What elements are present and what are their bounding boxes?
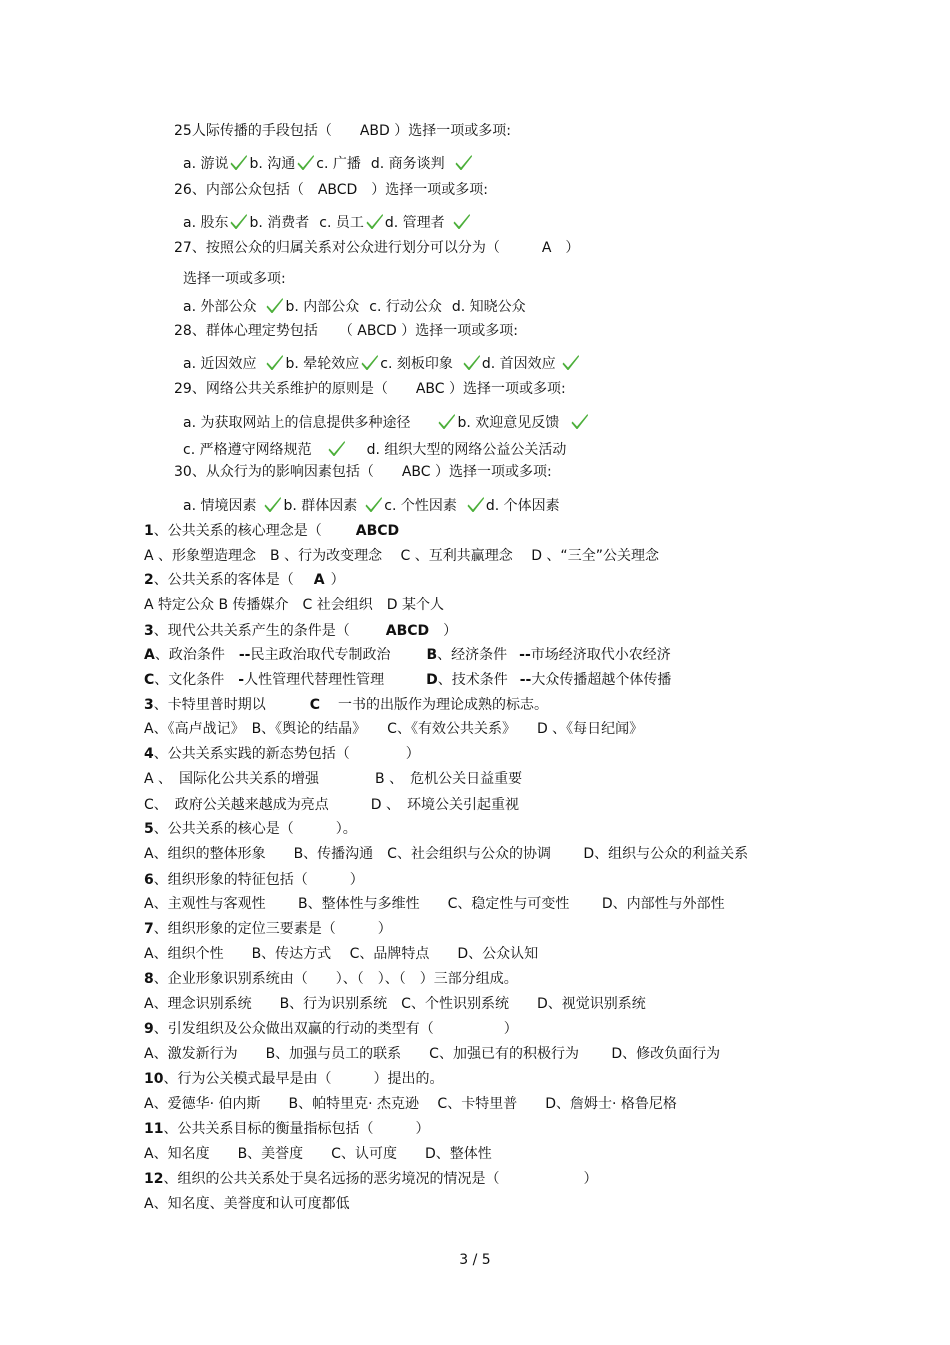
check-icon — [266, 296, 284, 314]
option-d: d. 组织大型的网络公益公关活动 — [366, 442, 567, 458]
question-7: 7、组织形象的定位三要素是（ ） — [144, 921, 392, 937]
options-25 — [183, 153, 474, 173]
options-9: A、激发新行为 B、加强与员工的联系 C、加强已有的积极行为 D、修改负面行为 — [144, 1046, 721, 1062]
options-30 — [183, 495, 560, 515]
option-d: d. 商务谈判 — [370, 156, 445, 172]
options-2: A 特定公众 B 传播媒介 C 社会组织 D 某个人 — [144, 597, 444, 613]
option-d: d. 知晓公众 — [451, 299, 526, 315]
question-6: 6、组织形象的特征包括（ ） — [144, 872, 364, 888]
option-a: a. 近因效应 — [183, 356, 257, 372]
option-c: c. 员工 — [319, 215, 364, 231]
check-icon — [455, 153, 473, 171]
question-12: 12、组织的公共关系处于臭名远扬的恶劣境况的情况是（ ） — [144, 1171, 598, 1187]
option-a: a. 外部公众 — [183, 299, 257, 315]
question-29: 29、网络公共关系维护的原则是（ ABC ）选择一项或多项: — [174, 381, 566, 397]
question-27-hint: 选择一项或多项: — [183, 271, 286, 287]
options-10: A、爱德华· 伯内斯 B、帕特里克· 杰克逊 C、卡特里普 D、詹姆士· 格鲁尼格 — [144, 1096, 677, 1112]
option-d: d. 首因效应 — [481, 356, 556, 372]
check-icon — [328, 439, 346, 457]
option-a: a. 游说 — [183, 156, 229, 172]
option-b: b. 内部公众 — [285, 299, 360, 315]
options-7: A、组织个性 B、传达方式 C、品牌特点 D、公众认知 — [144, 946, 539, 962]
option-c: c. 行动公众 — [369, 299, 442, 315]
question-11: 11、公共关系目标的衡量指标包括（ ） — [144, 1121, 430, 1137]
option-b: b. 消费者 — [249, 215, 310, 231]
options-3b: A、《高卢战记》 B、《舆论的结晶》 C、《有效公共关系》 D 、《每日纪闻》 — [144, 721, 644, 737]
question-3: 3、现代公共关系产生的条件是（ ABCD ） — [144, 623, 458, 639]
question-30: 30、从众行为的影响因素包括（ ABC ）选择一项或多项: — [174, 464, 552, 480]
check-icon — [366, 212, 384, 230]
check-icon — [562, 353, 580, 371]
check-icon — [365, 495, 383, 513]
check-icon — [230, 212, 248, 230]
option-d: d. 个体因素 — [485, 498, 560, 514]
question-8: 8、企业形象识别系统由（ ）、（ ）、（ ）三部分组成。 — [144, 971, 518, 987]
question-3b: 3、卡特里普时期以 C 一书的出版作为理论成熟的标志。 — [144, 697, 549, 713]
option-c: c. 刻板印象 — [380, 356, 453, 372]
check-icon — [361, 353, 379, 371]
check-icon — [463, 353, 481, 371]
option-b: b. 欢迎意见反馈 — [457, 415, 560, 431]
check-icon — [453, 212, 471, 230]
options-4-cd: C、 政府公关越来越成为亮点 D 、 环境公关引起重视 — [144, 797, 520, 813]
option-b: b. 沟通 — [249, 156, 296, 172]
options-3-cd: C、文化条件 -人性管理代替理性管理 D、技术条件 --大众传播超越个体传播 — [144, 672, 672, 688]
option-a: a. 股东 — [183, 215, 229, 231]
question-2: 2、公共关系的客体是（ A ） — [144, 572, 345, 588]
check-icon — [230, 153, 248, 171]
option-b: b. 晕轮效应 — [285, 356, 360, 372]
option-a: a. 为获取网站上的信息提供多种途径 — [183, 415, 411, 431]
option-b: b. 群体因素 — [283, 498, 358, 514]
option-c: c. 个性因素 — [384, 498, 457, 514]
check-icon — [467, 495, 485, 513]
question-1: 1、公共关系的核心理念是（ ABCD — [144, 523, 400, 539]
options-12: A、知名度、美誉度和认可度都低 — [144, 1196, 350, 1212]
question-28: 28、群体心理定势包括 （ ABCD ）选择一项或多项: — [174, 323, 518, 339]
check-icon — [438, 412, 456, 430]
options-5: A、组织的整体形象 B、传播沟通 C、社会组织与公众的协调 D、组织与公众的利益关系 — [144, 846, 749, 862]
options-4-ab: A 、 国际化公共关系的增强 B 、 危机公关日益重要 — [144, 771, 523, 787]
option-c: c. 严格遵守网络规范 — [183, 442, 312, 458]
check-icon — [264, 495, 282, 513]
question-25: 25人际传播的手段包括（ ABD ）选择一项或多项: — [174, 123, 511, 139]
options-11: A、知名度 B、美誉度 C、认可度 D、整体性 — [144, 1146, 492, 1162]
option-a: a. 情境因素 — [183, 498, 257, 514]
check-icon — [571, 412, 589, 430]
options-28 — [183, 353, 581, 373]
check-icon — [297, 153, 315, 171]
check-icon — [266, 353, 284, 371]
options-29-ab — [183, 412, 590, 432]
page-number: 3 / 5 — [459, 1252, 491, 1268]
question-27: 27、按照公众的归属关系对公众进行划分可以分为（ A ） — [174, 240, 580, 256]
option-c: c. 广播 — [316, 156, 361, 172]
option-d: d. 管理者 — [384, 215, 445, 231]
question-9: 9、引发组织及公众做出双赢的行动的类型有（ ） — [144, 1021, 518, 1037]
options-6: A、主观性与客观性 B、整体性与多维性 C、稳定性与可变性 D、内部性与外部性 — [144, 896, 725, 912]
question-26: 26、内部公众包括（ ABCD ）选择一项或多项: — [174, 182, 489, 198]
options-3-ab: A、政治条件 --民主政治取代专制政治 B、经济条件 --市场经济取代小农经济 — [144, 647, 671, 663]
options-1: A 、形象塑造理念 B 、行为改变理念 C 、互利共赢理念 D 、“三全”公关理念 — [144, 548, 659, 564]
options-26 — [183, 212, 472, 232]
options-29-cd — [183, 439, 566, 459]
options-27 — [183, 296, 526, 316]
question-10: 10、行为公关模式最早是由（ ）提出的。 — [144, 1071, 444, 1087]
question-4: 4、公共关系实践的新态势包括（ ） — [144, 746, 420, 762]
question-5: 5、公共关系的核心是（ ）。 — [144, 821, 357, 837]
options-8: A、理念识别系统 B、行为识别系统 C、个性识别系统 D、视觉识别系统 — [144, 996, 646, 1012]
